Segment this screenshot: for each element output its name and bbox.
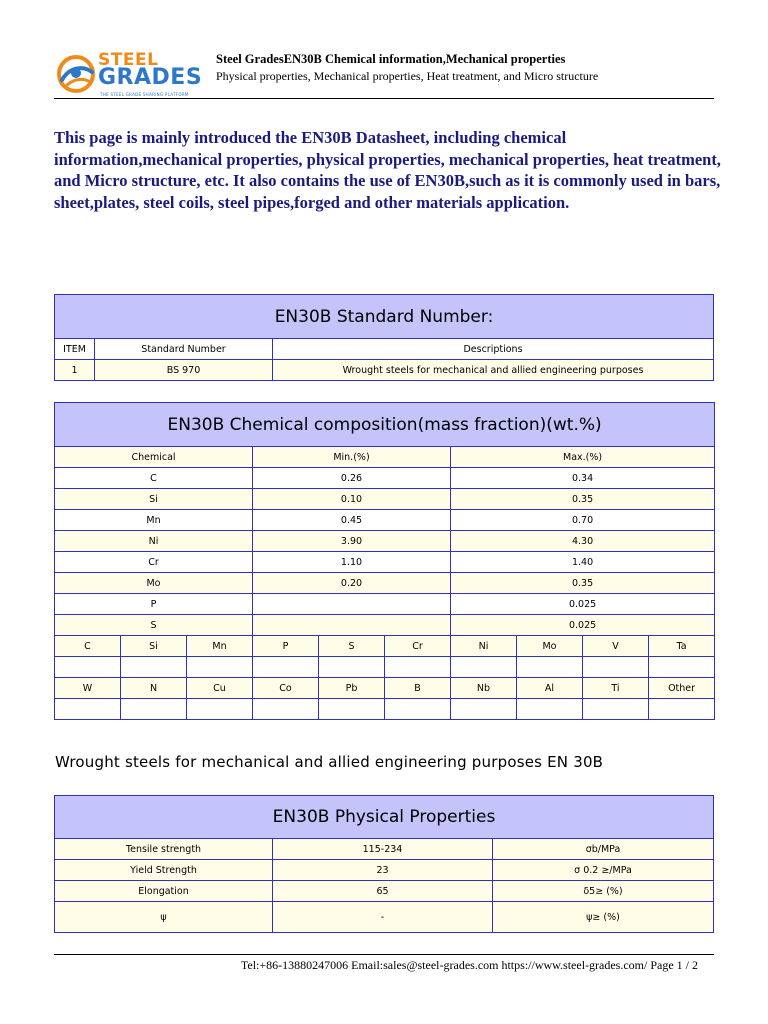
table-cell: 23: [273, 860, 493, 881]
table-cell: 0.35: [451, 489, 715, 510]
element-header-row: [55, 636, 715, 657]
table-cell: Mo: [55, 573, 253, 594]
header-cell: Standard Number: [95, 339, 273, 360]
element-value-row: [55, 657, 715, 678]
table-cell: 0.025: [451, 615, 715, 636]
element-value-cell: [319, 699, 385, 720]
element-header-row: [55, 678, 715, 699]
element-value-cell: [55, 657, 121, 678]
table-cell: Yield Strength: [55, 860, 273, 881]
element-cell: V: [583, 636, 649, 657]
element-value-cell: [385, 699, 451, 720]
element-cell: Pb: [319, 678, 385, 699]
element-value-cell: [187, 657, 253, 678]
steel-grades-logo[interactable]: [54, 48, 214, 98]
table-row: [55, 489, 715, 510]
element-value-cell: [583, 699, 649, 720]
table-cell: 0.26: [253, 468, 451, 489]
chemical-composition-table: [54, 402, 715, 720]
table-cell: 4.30: [451, 531, 715, 552]
table-cell: 0.35: [451, 573, 715, 594]
element-value-cell: [253, 699, 319, 720]
table-cell: 0.20: [253, 573, 451, 594]
table-cell: σb/MPa: [493, 839, 714, 860]
element-value-cell: [583, 657, 649, 678]
table-cell: ψ≥ (%): [493, 902, 714, 933]
header-subtitle: Physical properties, Mechanical properties, Heat treatment, and Micro structure: [216, 69, 599, 83]
table-cell: S: [55, 615, 253, 636]
table-cell: 0.025: [451, 594, 715, 615]
standard-number-table: [54, 294, 714, 381]
table-cell: 1.10: [253, 552, 451, 573]
table-cell: 3.90: [253, 531, 451, 552]
logo-tagline: THE STEEL GRADE SHARING PLATFORM: [100, 92, 189, 97]
element-cell: Co: [253, 678, 319, 699]
element-value-row: [55, 699, 715, 720]
element-value-cell: [55, 699, 121, 720]
physical-properties-table: [54, 795, 714, 933]
table-cell: 0.34: [451, 468, 715, 489]
element-value-cell: [451, 657, 517, 678]
element-cell: Other: [649, 678, 715, 699]
element-value-cell: [649, 699, 715, 720]
element-cell: Cr: [385, 636, 451, 657]
element-cell: Si: [121, 636, 187, 657]
element-cell: B: [385, 678, 451, 699]
header-cell: Descriptions: [273, 339, 714, 360]
section-caption: Wrought steels for mechanical and allied engineering purposes EN 30B: [55, 753, 604, 771]
element-value-cell: [121, 657, 187, 678]
table-cell: Elongation: [55, 881, 273, 902]
logo-text-top: STEEL: [98, 50, 159, 70]
header-cell: ITEM: [55, 339, 95, 360]
table-cell: Si: [55, 489, 253, 510]
element-cell: Cu: [187, 678, 253, 699]
element-cell: Ta: [649, 636, 715, 657]
table-cell: [253, 594, 451, 615]
table-cell: 0.45: [253, 510, 451, 531]
chem-table-title: EN30B Chemical composition(mass fraction)(wt.%): [55, 403, 715, 447]
logo-text-bottom: GRADES: [98, 65, 203, 90]
table-row: [55, 552, 715, 573]
header-cell: Min.(%): [253, 447, 451, 468]
page-header: [54, 40, 714, 99]
table-cell: BS 970: [95, 360, 273, 381]
table-cell: Ni: [55, 531, 253, 552]
footer-contact: Tel:+86-13880247006 Email:sales@steel-grades.com https://www.steel-grades.com/ Page 1 / 2: [240, 958, 698, 972]
element-cell: S: [319, 636, 385, 657]
element-value-cell: [451, 699, 517, 720]
table-header-row: [55, 447, 715, 468]
element-value-cell: [187, 699, 253, 720]
table-cell: Wrought steels for mechanical and allied engineering purposes: [273, 360, 714, 381]
table-cell: 1: [55, 360, 95, 381]
table-cell: 65: [273, 881, 493, 902]
table-cell: σ 0.2 ≥/MPa: [493, 860, 714, 881]
table-cell: 0.70: [451, 510, 715, 531]
intro-paragraph: This page is mainly introduced the EN30B Datasheet, including chemical information,mechanical properties, physical properties, mechanical properties, heat treatment, and Micro structure, etc. It also contains the use of EN30B,such as it is commonly used in bars, sheet,plates, steel coils, steel pipes,forged and other materials application.: [54, 128, 721, 212]
header-cell: Chemical: [55, 447, 253, 468]
table-cell: C: [55, 468, 253, 489]
element-cell: C: [55, 636, 121, 657]
table-cell: 115-234: [273, 839, 493, 860]
table-cell: -: [273, 902, 493, 933]
element-cell: Ti: [583, 678, 649, 699]
element-cell: Mn: [187, 636, 253, 657]
table-row: [55, 531, 715, 552]
phys-table-title: EN30B Physical Properties: [55, 796, 714, 839]
page-footer: [54, 954, 714, 972]
table-row: [55, 881, 714, 902]
element-value-cell: [517, 699, 583, 720]
header-title: Steel GradesEN30B Chemical information,Mechanical properties: [216, 52, 566, 66]
table-row: [55, 902, 714, 933]
element-cell: N: [121, 678, 187, 699]
table-cell: ψ: [55, 902, 273, 933]
table-cell: [253, 615, 451, 636]
table-row: [55, 839, 714, 860]
table-row: [55, 594, 715, 615]
element-cell: Mo: [517, 636, 583, 657]
element-value-cell: [121, 699, 187, 720]
element-cell: Ni: [451, 636, 517, 657]
table-row: [55, 510, 715, 531]
table-row: [55, 615, 715, 636]
table-cell: P: [55, 594, 253, 615]
header-cell: Max.(%): [451, 447, 715, 468]
table-row: [55, 573, 715, 594]
element-value-cell: [649, 657, 715, 678]
table-cell: 1.40: [451, 552, 715, 573]
element-cell: W: [55, 678, 121, 699]
table-cell: Mn: [55, 510, 253, 531]
table-cell: Cr: [55, 552, 253, 573]
table-cell: Tensile strength: [55, 839, 273, 860]
table-cell: 0.10: [253, 489, 451, 510]
table-row: [55, 360, 714, 381]
element-value-cell: [253, 657, 319, 678]
element-cell: P: [253, 636, 319, 657]
table-row: [55, 860, 714, 881]
standard-table-title: EN30B Standard Number:: [55, 295, 714, 339]
logo-swirl-icon: [54, 52, 98, 96]
element-cell: Al: [517, 678, 583, 699]
table-header-row: [55, 339, 714, 360]
element-value-cell: [517, 657, 583, 678]
element-value-cell: [319, 657, 385, 678]
element-value-cell: [385, 657, 451, 678]
table-cell: δ5≥ (%): [493, 881, 714, 902]
element-cell: Nb: [451, 678, 517, 699]
table-row: [55, 468, 715, 489]
